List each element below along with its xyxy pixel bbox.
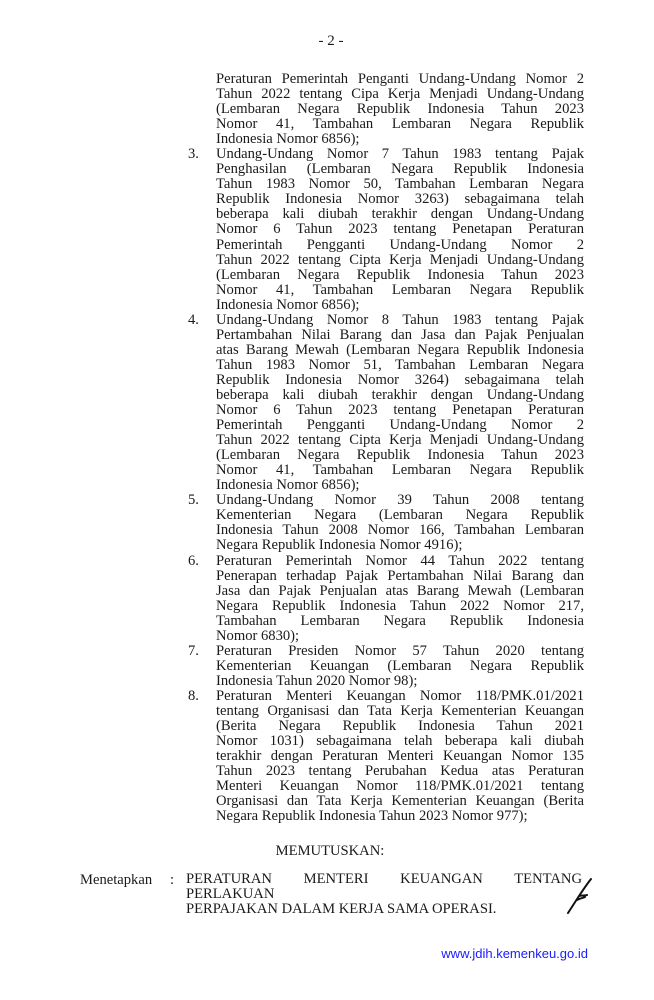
list-item-line: Negara Republik Indonesia Nomor 4916); — [216, 537, 463, 554]
list-item-line: (Lembaran Negara Republik Indonesia Tahun 2023 — [216, 101, 584, 118]
page-number: - 2 - — [318, 33, 344, 49]
footer-url-link[interactable]: www.jdih.kemenkeu.go.id — [441, 946, 588, 961]
list-item-line: Peraturan Menteri Keuangan Nomor 118/PMK.01/2021 — [216, 687, 584, 704]
list-item-line: Undang-Undang Nomor 7 Tahun 1983 tentang Pajak — [216, 146, 584, 163]
decision-line-1: PERATURAN MENTERI KEUANGAN TENTANG PERLAKUAN — [186, 871, 582, 902]
list-item-line: beberapa kali diubah terakhir dengan Undang-Undang — [216, 206, 584, 223]
legal-basis-list — [186, 72, 584, 824]
list-item-number: 5. — [188, 492, 199, 509]
menetapkan-label: Menetapkan — [80, 872, 153, 888]
list-item-line: Peraturan Presiden Nomor 57 Tahun 2020 tentang — [216, 642, 584, 659]
decision-line-2: PERPAJAKAN DALAM KERJA SAMA OPERASI. — [186, 901, 497, 917]
list-item-line: (Lembaran Negara Republik Indonesia Tahun 2023 — [216, 447, 584, 464]
list-item-line: Tahun 2022 tentang Cipta Kerja Menjadi Undang-Undang — [216, 432, 584, 449]
list-item-line: Republik Indonesia Nomor 3263) sebagaimana telah — [216, 191, 584, 208]
list-item-line: Undang-Undang Nomor 39 Tahun 2008 tentang — [216, 492, 584, 509]
list-item-line: Tahun 2022 tentang Cipa Kerja Menjadi Undang-Undang — [216, 86, 584, 103]
list-item-line: terakhir dengan Peraturan Menteri Keuangan Nomor 135 — [216, 748, 584, 765]
list-item-line: Indonesia Nomor 6856); — [216, 477, 360, 494]
list-item-line: Kementerian Keuangan (Lembaran Negara Republik — [216, 657, 584, 674]
list-item — [186, 554, 584, 644]
list-item-line: Tahun 2023 tentang Perubahan Kedua atas Peraturan — [216, 763, 584, 780]
list-item — [186, 147, 584, 313]
list-item-line: Negara Republik Indonesia Tahun 2022 Nomor 217, — [216, 597, 584, 614]
decision-text — [186, 872, 582, 917]
list-item-line: Negara Republik Indonesia Tahun 2023 Nomor 977); — [216, 808, 528, 825]
list-item-line: atas Barang Mewah (Lembaran Negara Republik Indonesia — [216, 341, 584, 358]
list-item-line: Kementerian Negara (Lembaran Negara Republik — [216, 507, 584, 524]
list-item-line: Organisasi dan Tata Kerja Kementerian Keuangan (Berita — [216, 793, 584, 810]
list-item-number: 8. — [188, 687, 199, 704]
list-item-line: Republik Indonesia Nomor 3264) sebagaimana telah — [216, 371, 584, 388]
list-item-line: Pemerintah Pengganti Undang-Undang Nomor 2 — [216, 236, 584, 253]
list-item-line: (Berita Negara Republik Indonesia Tahun 2021 — [216, 718, 584, 735]
list-item-line: Menteri Keuangan Nomor 118/PMK.01/2021 tentang — [216, 778, 584, 795]
list-item-line: Tahun 2022 tentang Cipta Kerja Menjadi Undang-Undang — [216, 251, 584, 268]
list-item-line: Nomor 41, Tambahan Lembaran Negara Republik — [216, 116, 584, 133]
list-item-line: Tambahan Lembaran Negara Republik Indonesia — [216, 612, 584, 629]
list-item-line: Tahun 1983 Nomor 51, Tambahan Lembaran Negara — [216, 356, 584, 373]
list-item-number: 7. — [188, 642, 199, 659]
list-item-line: Penerapan terhadap Pajak Pertambahan Nilai Barang dan — [216, 567, 584, 584]
list-item-line: Tahun 1983 Nomor 50, Tambahan Lembaran Negara — [216, 176, 584, 193]
list-item-number: 4. — [188, 311, 199, 328]
list-item-line: Indonesia Nomor 6856); — [216, 131, 360, 148]
list-item-line: Indonesia Tahun 2008 Nomor 166, Tambahan Lembaran — [216, 522, 584, 539]
list-item-line: tentang Organisasi dan Tata Kerja Kementerian Keuangan — [216, 702, 584, 719]
list-item-number: 3. — [188, 146, 199, 163]
menetapkan-colon: : — [170, 872, 175, 888]
list-item — [186, 689, 584, 824]
list-item-line: Nomor 41, Tambahan Lembaran Negara Republik — [216, 462, 584, 479]
list-item-line: Peraturan Pemerintah Penganti Undang-Undang Nomor 2 — [216, 71, 584, 87]
list-item-line: Nomor 6 Tahun 2023 tentang Penetapan Peraturan — [216, 402, 584, 419]
list-item — [186, 313, 584, 494]
memutuskan-heading: MEMUTUSKAN: — [275, 843, 385, 859]
list-item-line: Indonesia Tahun 2020 Nomor 98); — [216, 672, 418, 689]
list-item-line: (Lembaran Negara Republik Indonesia Tahun 2023 — [216, 266, 584, 283]
list-item-line: Nomor 1031) sebagaimana telah beberapa kali diubah — [216, 733, 584, 750]
list-item — [186, 644, 584, 689]
list-item-line: Undang-Undang Nomor 8 Tahun 1983 tentang Pajak — [216, 311, 584, 328]
list-item-line: beberapa kali diubah terakhir dengan Undang-Undang — [216, 386, 584, 403]
list-item-line: Nomor 6830); — [216, 627, 300, 644]
list-item-line: Jasa dan Pajak Penjualan atas Barang Mewah (Lembaran — [216, 582, 584, 599]
list-item-line: Pemerintah Pengganti Undang-Undang Nomor 2 — [216, 417, 584, 434]
list-item-line: Nomor 6 Tahun 2023 tentang Penetapan Peraturan — [216, 221, 584, 238]
list-item-line: Pertambahan Nilai Barang dan Jasa dan Pajak Penjualan — [216, 326, 584, 343]
list-item — [186, 72, 584, 147]
list-item-line: Nomor 41, Tambahan Lembaran Negara Republik — [216, 281, 584, 298]
list-item-line: Indonesia Nomor 6856); — [216, 296, 360, 313]
list-item — [186, 493, 584, 553]
list-item-line: Penghasilan (Lembaran Negara Republik Indonesia — [216, 161, 584, 178]
list-item-line: Peraturan Pemerintah Nomor 44 Tahun 2022 tentang — [216, 552, 584, 569]
paraf-signature-icon — [565, 876, 595, 916]
list-item-number: 6. — [188, 552, 199, 569]
